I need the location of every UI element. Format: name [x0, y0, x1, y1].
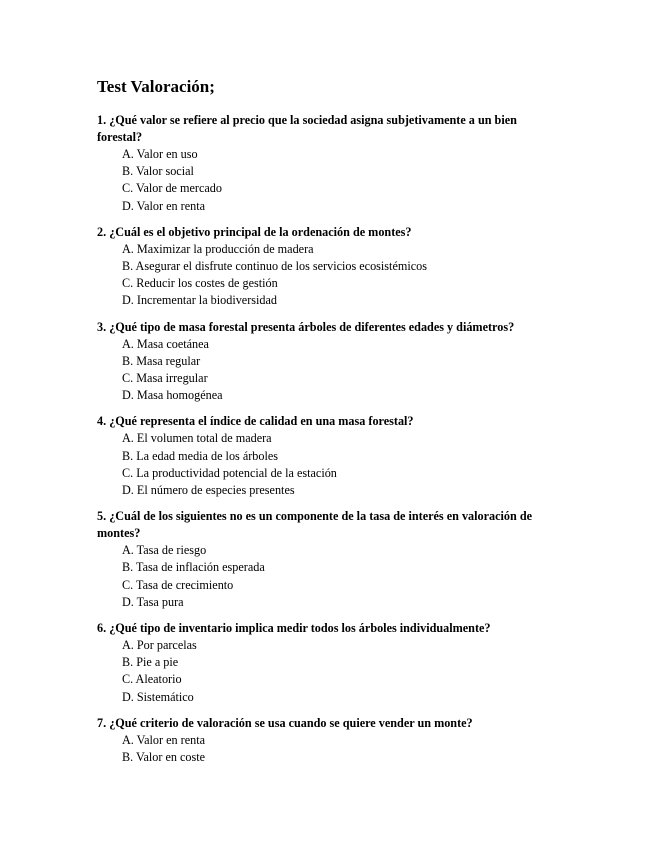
option-a: A. El volumen total de madera	[122, 431, 272, 446]
options-list	[97, 241, 559, 310]
options-list	[97, 542, 559, 611]
question-2	[97, 224, 559, 310]
option-d: D. Tasa pura	[122, 594, 184, 609]
options-list	[97, 732, 559, 766]
option-b: B. Valor social	[122, 164, 194, 179]
question-text: 4. ¿Qué representa el índice de calidad en una masa forestal?	[97, 414, 414, 429]
option-c: C. Tasa de crecimiento	[122, 577, 234, 592]
option-a: A. Masa coetánea	[122, 336, 209, 351]
option-a: A. Valor en uso	[122, 147, 198, 161]
options-list	[97, 637, 559, 706]
option-b: B. Pie a pie	[122, 655, 179, 670]
option-a: A. Tasa de riesgo	[122, 543, 207, 558]
question-4	[97, 413, 559, 499]
option-b: B. La edad media de los árboles	[122, 448, 279, 463]
option-b: B. Asegurar el disfrute continuo de los servicios ecosistémicos	[122, 259, 427, 274]
option-c: C. Reducir los costes de gestión	[122, 276, 278, 291]
question-7	[97, 715, 559, 766]
document-title: Test Valoración;	[97, 77, 215, 96]
option-b: B. Tasa de inflación esperada	[122, 560, 265, 575]
question-text: 5. ¿Cuál de los siguientes no es un componente de la tasa de interés en valoración de montes?	[97, 509, 533, 541]
option-d: D. El número de especies presentes	[122, 483, 295, 498]
option-d: D. Sistemático	[122, 689, 194, 704]
question-text: 3. ¿Qué tipo de masa forestal presenta árboles de diferentes edades y diámetros?	[97, 319, 515, 334]
question-text: 2. ¿Cuál es el objetivo principal de la ordenación de montes?	[97, 224, 412, 239]
question-3	[97, 319, 559, 405]
option-b: B. Masa regular	[122, 353, 201, 368]
option-c: C. Aleatorio	[122, 672, 182, 687]
option-a: A. Maximizar la producción de madera	[122, 241, 314, 256]
option-c: C. Masa irregular	[122, 371, 208, 386]
option-c: C. La productividad potencial de la estación	[122, 465, 337, 480]
option-a: A. Por parcelas	[122, 638, 197, 653]
option-a: A. Valor en renta	[122, 732, 206, 747]
option-d: D. Valor en renta	[122, 198, 206, 213]
question-6	[97, 620, 559, 706]
options-list	[97, 146, 559, 215]
question-text: 6. ¿Qué tipo de inventario implica medir todos los árboles individualmente?	[97, 621, 491, 636]
option-c: C. Valor de mercado	[122, 181, 222, 196]
options-list	[97, 336, 559, 405]
question-1	[97, 112, 559, 215]
question-5	[97, 508, 559, 611]
question-text: 1. ¿Qué valor se refiere al precio que la sociedad asigna subjetivamente a un bien forestal?	[97, 113, 517, 144]
options-list	[97, 430, 559, 499]
option-d: D. Incrementar la biodiversidad	[122, 293, 277, 308]
option-d: D. Masa homogénea	[122, 388, 223, 403]
question-text: 7. ¿Qué criterio de valoración se usa cuando se quiere vender un monte?	[97, 715, 473, 730]
option-b: B. Valor en coste	[122, 750, 206, 765]
